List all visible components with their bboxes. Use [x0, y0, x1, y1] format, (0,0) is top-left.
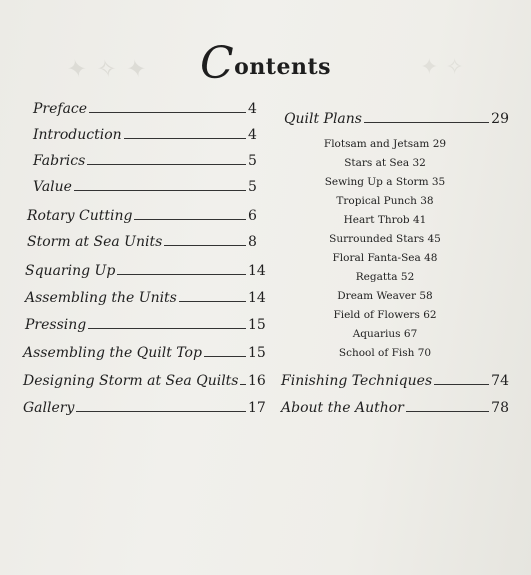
quilt-plan-label: School of Fish — [338, 347, 415, 359]
quilt-plan-page: 52 — [400, 271, 415, 283]
toc-entry-label: Introduction — [33, 127, 122, 143]
toc-entry-label: Squaring Up — [25, 263, 116, 279]
quilt-plan-page: 29 — [432, 138, 447, 150]
toc-entry[interactable] — [281, 396, 509, 416]
quilt-plan-label: Flotsam and Jetsam — [323, 138, 430, 150]
toc-entry-page: 5 — [248, 153, 257, 169]
quilt-plan-item[interactable] — [290, 271, 480, 283]
toc-entry[interactable] — [33, 149, 266, 169]
toc-entry-page: 6 — [248, 208, 257, 224]
toc-entry-page: 15 — [248, 345, 266, 361]
title-rest: ontents — [234, 54, 332, 80]
toc-entry-page: 14 — [248, 263, 266, 279]
toc-entry-label: Fabrics — [33, 153, 86, 169]
toc-entry-page: 16 — [248, 373, 266, 389]
quilt-plan-page: 48 — [424, 252, 438, 264]
toc-entry[interactable] — [23, 369, 266, 389]
leader-line — [117, 274, 246, 275]
toc-entry[interactable] — [33, 97, 266, 117]
quilt-plan-item[interactable] — [290, 157, 480, 169]
leader-line — [76, 411, 246, 412]
toc-entry-page: 5 — [248, 179, 257, 195]
page-title — [0, 38, 531, 89]
toc-entry[interactable] — [33, 175, 266, 195]
toc-entry-page: 4 — [248, 101, 257, 117]
leader-line — [240, 384, 246, 385]
leader-line — [364, 122, 489, 123]
toc-entry-page: 29 — [491, 111, 509, 127]
leader-line — [87, 164, 246, 165]
toc-entry-label: Assembling the Units — [25, 290, 177, 306]
toc-entry-page: 17 — [248, 400, 266, 416]
toc-entry-page: 4 — [248, 127, 257, 143]
toc-entry[interactable] — [33, 123, 266, 143]
quilt-plan-page: 41 — [413, 214, 427, 226]
quilt-plan-label: Stars at Sea — [344, 157, 410, 169]
quilt-plan-item[interactable] — [290, 290, 480, 302]
leader-line — [204, 356, 246, 357]
toc-entry-page: 8 — [248, 234, 257, 250]
toc-entry-label: About the Author — [281, 400, 404, 416]
quilt-plan-item[interactable] — [290, 195, 480, 207]
toc-entry-page: 15 — [248, 317, 266, 333]
quilt-plan-item[interactable] — [290, 347, 480, 359]
quilt-plan-label: Surrounded Stars — [329, 233, 425, 245]
toc-entry-label: Rotary Cutting — [27, 208, 133, 224]
toc-entry-label: Finishing Techniques — [281, 373, 433, 389]
quilt-plan-item[interactable] — [290, 309, 480, 321]
toc-entry-label: Assembling the Quilt Top — [23, 345, 202, 361]
toc-entry-label: Preface — [33, 101, 88, 117]
quilt-plan-item[interactable] — [290, 214, 480, 226]
leader-line — [406, 411, 489, 412]
leader-line — [88, 328, 246, 329]
leader-line — [89, 112, 246, 113]
leader-line — [124, 138, 246, 139]
leader-line — [179, 301, 246, 302]
toc-entry[interactable] — [27, 204, 266, 224]
leader-line — [434, 384, 489, 385]
toc-entry-label: Value — [33, 179, 72, 195]
leader-line — [134, 219, 246, 220]
quilt-plan-label: Aquarius — [352, 328, 401, 340]
toc-entry[interactable] — [281, 369, 509, 389]
toc-entry[interactable] — [25, 259, 266, 279]
toc-entry-page: 74 — [491, 373, 509, 389]
toc-entry-label: Designing Storm at Sea Quilts — [23, 373, 239, 389]
quilt-plan-page: 45 — [427, 233, 441, 245]
quilt-plan-page: 70 — [417, 347, 432, 359]
toc-entry-page: 14 — [248, 290, 266, 306]
quilt-plan-item[interactable] — [290, 176, 480, 188]
leader-line — [164, 245, 246, 246]
bleed-through-decoration-right: ✧ ✦ — [420, 55, 464, 80]
toc-entry[interactable] — [23, 341, 266, 361]
toc-entry[interactable] — [25, 286, 266, 306]
toc-entry[interactable] — [25, 313, 266, 333]
quilt-plan-item[interactable] — [290, 328, 480, 340]
quilt-plan-item[interactable] — [290, 138, 480, 150]
quilt-plan-page: 38 — [420, 195, 434, 207]
toc-entry-label: Storm at Sea Units — [27, 234, 163, 250]
toc-entry-label: Gallery — [23, 400, 75, 416]
quilt-plan-label: Floral Fanta-Sea — [332, 252, 421, 264]
quilt-plan-item[interactable] — [290, 252, 480, 264]
quilt-plan-page: 32 — [412, 157, 426, 169]
quilt-plan-label: Field of Flowers — [333, 309, 420, 321]
quilt-plan-item[interactable] — [290, 233, 480, 245]
quilt-plan-label: Dream Weaver — [337, 290, 417, 302]
leader-line — [74, 190, 246, 191]
quilt-plan-page: 62 — [423, 309, 437, 321]
quilt-plan-page: 67 — [403, 328, 418, 340]
quilt-plan-label: Heart Throb — [343, 214, 410, 226]
title-initial: C — [199, 38, 235, 89]
toc-entry-label: Pressing — [25, 317, 87, 333]
toc-entry-page: 78 — [491, 400, 509, 416]
quilt-plan-label: Sewing Up a Storm — [324, 176, 429, 188]
bleed-through-decoration: ✦ ✧ ✦ — [68, 55, 149, 83]
toc-entry[interactable] — [23, 396, 266, 416]
quilt-plan-page: 58 — [419, 290, 433, 302]
quilt-plan-label: Tropical Punch — [336, 195, 417, 207]
quilt-plan-label: Regatta — [355, 271, 398, 283]
toc-entry[interactable] — [27, 230, 266, 250]
toc-entry-label: Quilt Plans — [284, 111, 362, 127]
quilt-plan-page: 35 — [431, 176, 446, 188]
toc-entry-quilt-plans[interactable] — [284, 107, 509, 127]
